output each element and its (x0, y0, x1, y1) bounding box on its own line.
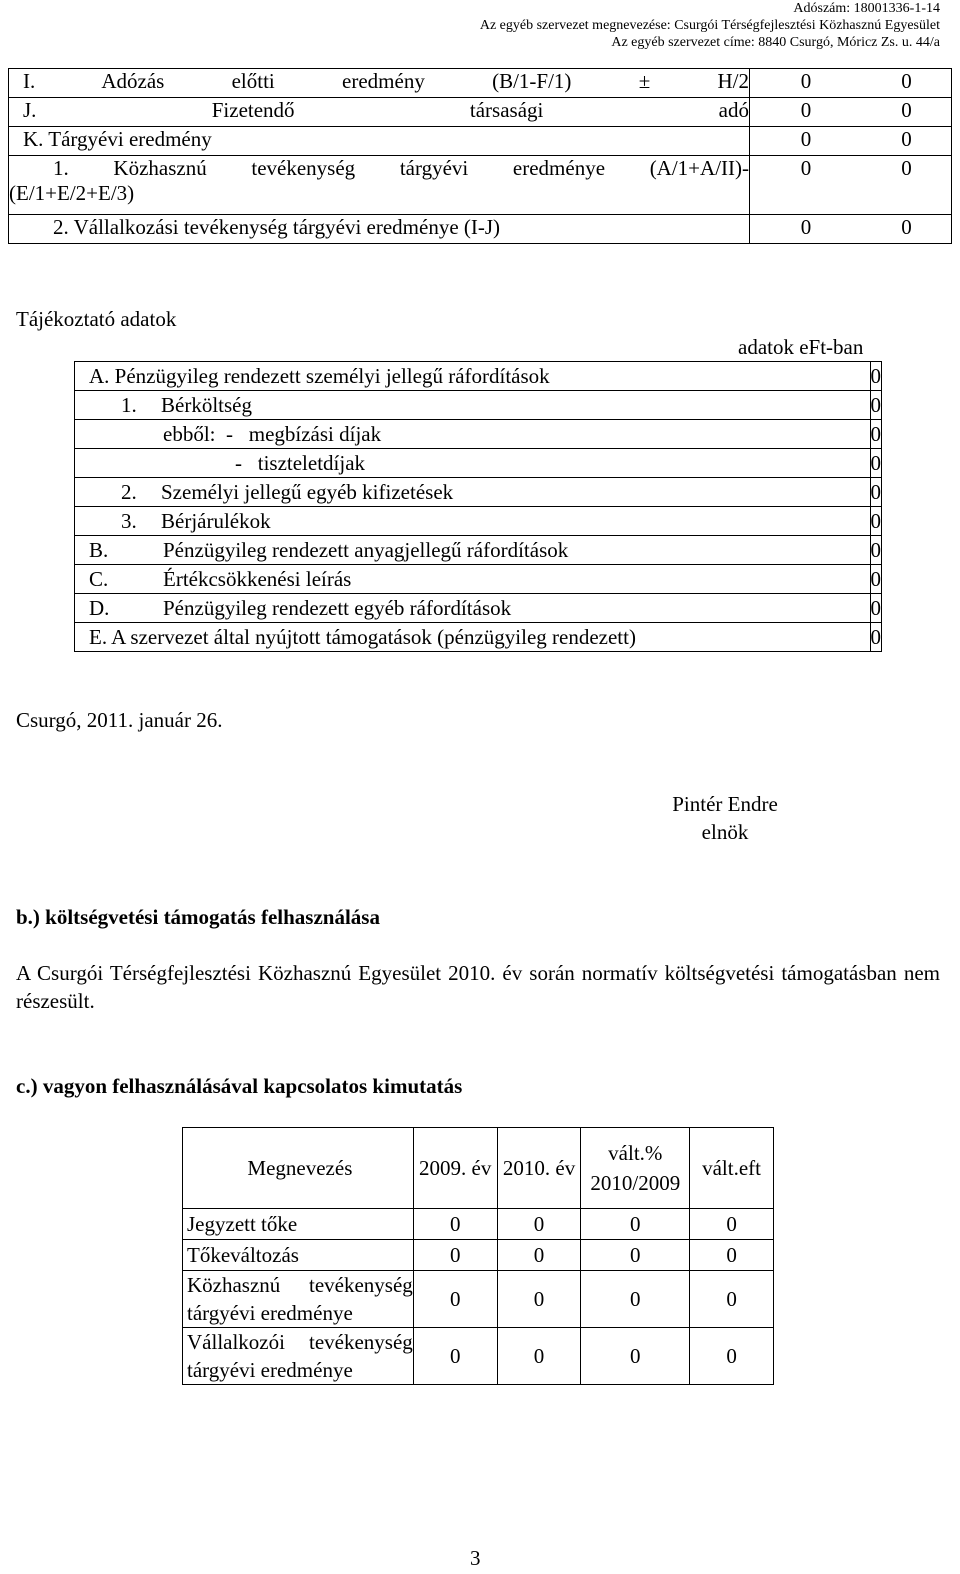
table-row (183, 1328, 774, 1385)
row-value-2: 0 (862, 156, 952, 215)
row-name: Közhasznú tevékenység tárgyévi eredménye (183, 1271, 414, 1328)
info-row-value: 0 (870, 507, 882, 536)
table-row (75, 565, 882, 594)
info-row-value: 0 (870, 478, 882, 507)
row-value: 0 (581, 1209, 690, 1240)
info-row-text: Pénzügyileg rendezett egyéb ráfordítások (163, 595, 512, 620)
info-row-label (75, 507, 871, 536)
info-row-label: ebből: - megbízási díjak (75, 420, 871, 449)
results-table (8, 68, 952, 244)
signature-name: Pintér Endre (672, 792, 778, 816)
info-row-value: 0 (870, 594, 882, 623)
section-c-title: c.) vagyon felhasználásával kapcsolatos kimutatás (16, 1074, 463, 1098)
row-value-1: 0 (750, 69, 863, 98)
row-label: I. Adózás előtti eredmény (B/1-F/1) ± H/2 (9, 69, 750, 98)
row-value: 0 (497, 1240, 581, 1271)
info-row-label (75, 565, 871, 594)
table-row (75, 420, 882, 449)
row-value: 0 (581, 1271, 690, 1328)
table-row (183, 1271, 774, 1328)
header-org-address: Az egyéb szervezet címe: 8840 Csurgó, Móricz Zs. u. 44/a (611, 35, 940, 50)
info-table (74, 361, 882, 652)
section-b-text: A Csurgói Térségfejlesztési Közhasznú Egyesület 2010. év során normatív költségvetési támogatásban nem részesült. (16, 961, 940, 1013)
info-row-text: Bérjárulékok (161, 508, 271, 533)
table-header-row (183, 1128, 774, 1209)
row-value-2: 0 (862, 127, 952, 156)
header-tax-number: Adószám: 18001336-1-14 (793, 1, 940, 16)
info-row-value: 0 (870, 565, 882, 594)
info-row-label (75, 623, 871, 652)
row-value: 0 (690, 1271, 774, 1328)
header-cell: Megnevezés (183, 1128, 414, 1209)
info-row-text: Értékcsökkenési leírás (163, 566, 352, 591)
row-value: 0 (497, 1328, 581, 1385)
info-row-label (75, 362, 871, 391)
row-label: 1. Közhasznú tevékenység tárgyévi eredménye (A/1+A/II)- (53, 156, 749, 180)
info-row-value: 0 (870, 536, 882, 565)
info-row-text: Személyi jellegű egyéb kifizetések (161, 479, 454, 504)
row-value-1: 0 (750, 127, 863, 156)
info-row-key: B. (89, 537, 109, 562)
table-row (183, 1240, 774, 1271)
row-value: 0 (413, 1209, 497, 1240)
row-value-2: 0 (862, 69, 952, 98)
row-name: Jegyzett tőke (183, 1209, 414, 1240)
info-row-key: 3. (121, 508, 137, 533)
info-row-label (75, 536, 871, 565)
table-row (75, 362, 882, 391)
row-value: 0 (690, 1328, 774, 1385)
info-row-key: 1. (121, 392, 137, 417)
row-value: 0 (413, 1271, 497, 1328)
info-row-text: Pénzügyileg rendezett személyi jellegű ráfordítások (114, 363, 550, 388)
info-row-key: A. (89, 363, 110, 388)
row-name: Vállalkozói tevékenység tárgyévi eredménye (183, 1328, 414, 1385)
row-label-continued: (E/1+E/2+E/3) (9, 181, 135, 205)
table-row (75, 594, 882, 623)
info-row-value: 0 (870, 623, 882, 652)
table-row (75, 623, 882, 652)
table-row (9, 156, 952, 215)
info-row-value: 0 (870, 420, 882, 449)
table-row (9, 69, 952, 98)
table-row (75, 391, 882, 420)
info-row-text: A szervezet által nyújtott támogatások (pénzügyileg rendezett) (111, 624, 636, 649)
table-row (183, 1209, 774, 1240)
info-row-value: 0 (870, 449, 882, 478)
row-name: Tőkeváltozás (183, 1240, 414, 1271)
info-row-key: 2. (121, 479, 137, 504)
section-b-title: b.) költségvetési támogatás felhasználása (16, 905, 380, 929)
assets-table (182, 1127, 774, 1385)
info-row-label: - tiszteletdíjak (75, 449, 871, 478)
table-row (9, 127, 952, 156)
table-row (75, 507, 882, 536)
row-value-2: 0 (862, 215, 952, 244)
header-cell: vált.eft (690, 1128, 774, 1209)
row-value-2: 0 (862, 98, 952, 127)
row-value: 0 (413, 1328, 497, 1385)
row-label: 2. Vállalkozási tevékenység tárgyévi eredménye (I-J) (9, 215, 750, 244)
row-value: 0 (690, 1240, 774, 1271)
table-row (75, 449, 882, 478)
info-row-key: D. (89, 595, 110, 620)
header-org-name: Az egyéb szervezet megnevezése: Csurgói Térségfejlesztési Közhasznú Egyesület (479, 18, 940, 33)
info-row-label (75, 478, 871, 507)
info-row-value: 0 (870, 391, 882, 420)
place-date: Csurgó, 2011. január 26. (16, 708, 223, 732)
table-row (75, 478, 882, 507)
row-value: 0 (690, 1209, 774, 1240)
table-row (9, 215, 952, 244)
row-value: 0 (497, 1271, 581, 1328)
info-row-label (75, 594, 871, 623)
row-label: J. Fizetendő társasági adó (9, 98, 750, 127)
row-value: 0 (413, 1240, 497, 1271)
row-value-1: 0 (750, 98, 863, 127)
info-title: Tájékoztató adatok (16, 307, 177, 331)
table-row (9, 98, 952, 127)
row-value: 0 (581, 1240, 690, 1271)
page-number: 3 (470, 1546, 481, 1570)
header-cell: 2009. év (413, 1128, 497, 1209)
info-unit: adatok eFt-ban (738, 335, 864, 359)
row-value: 0 (581, 1328, 690, 1385)
header-cell: 2010. év (497, 1128, 581, 1209)
row-value: 0 (497, 1209, 581, 1240)
info-row-text: Bérköltség (161, 392, 252, 417)
row-label-wrap (9, 156, 750, 215)
info-row-key: C. (89, 566, 109, 591)
info-row-label (75, 391, 871, 420)
table-row (75, 536, 882, 565)
info-row-key: E. (89, 624, 108, 649)
row-value-1: 0 (750, 215, 863, 244)
row-value-1: 0 (750, 156, 863, 215)
row-label: K. Tárgyévi eredmény (9, 127, 750, 156)
info-row-text: Pénzügyileg rendezett anyagjellegű ráfordítások (163, 537, 569, 562)
header-cell: vált.% 2010/2009 (581, 1128, 690, 1209)
signature-role: elnök (701, 820, 749, 844)
info-row-value: 0 (870, 362, 882, 391)
